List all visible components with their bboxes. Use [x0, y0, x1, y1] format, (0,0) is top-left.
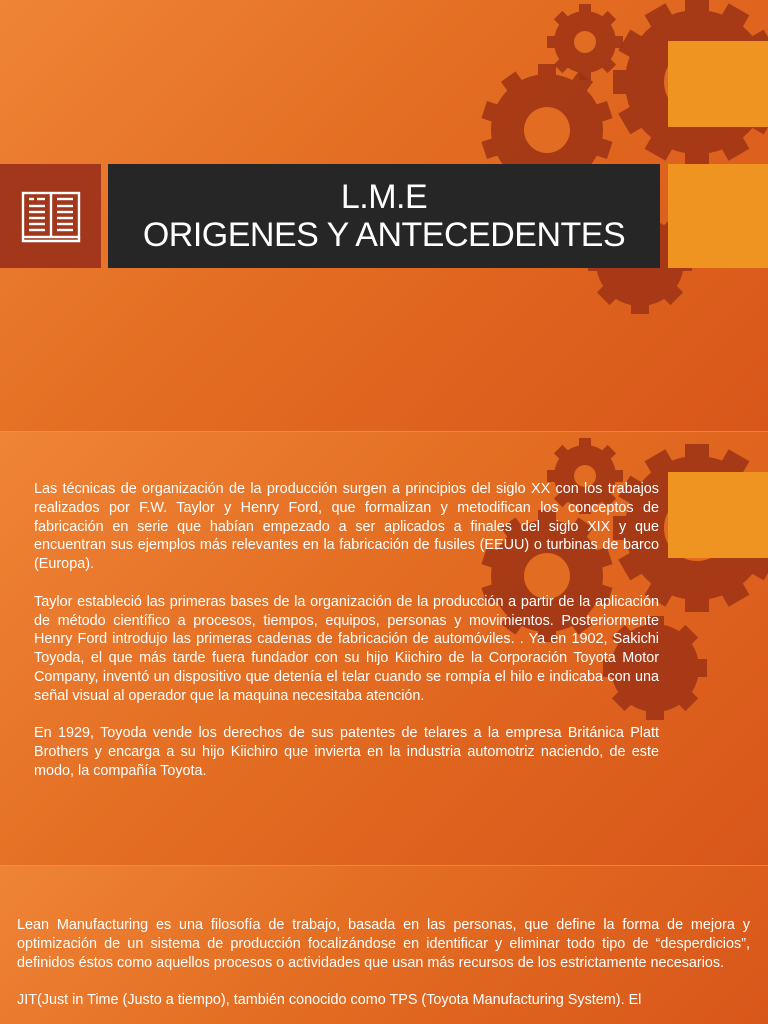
slide-title — [0, 0, 768, 432]
paragraph: En 1929, Toyoda vende los derechos de sus patentes de telares a la empresa Británica Platt Brothers y encarga a su hijo Kiichiro que invierta en la industria automotriz naciendo, de este modo, la compañía Toyota. — [34, 725, 659, 779]
title-line-2: ORIGENES Y ANTECEDENTES — [142, 216, 626, 254]
open-book-icon — [20, 188, 82, 244]
title-bar — [108, 164, 660, 268]
paragraph: Taylor estableció las primeras bases de la organización de la producción a partir de la aplicación de método científico a procesos, tiempos, equipos, personas y movimientos. Posteriormente Henry Ford introdujo las primeras cadenas de fabricación de automóviles. . Ya en 1902, Sakichi Toyoda, el que más tarde fuera fundador con su hijo Kiichiro de la Corporación Toyota Motor Company, inventó un dispositivo que detenía el telar cuando se rompía el hilo e indicaba con una señal visual al operador que la maquina necesitaba atención. — [34, 593, 659, 704]
slide-lean — [0, 866, 768, 1024]
lean-text — [17, 916, 750, 1024]
paragraph: Las técnicas de organización de la producción surgen a principios del siglo XX con los trabajos realizados por F.W. Taylor y Henry Ford, que formalizan y metodifican los conceptos de fabricación en serie que habían empezado a ser aplicados a finales del siglo XIX y que encuentran sus ejemplos más relevantes en la fabricación de fusiles (EEUU) o turbinas de barco (Europa). — [34, 481, 659, 573]
icon-box — [0, 164, 101, 268]
paragraph: JIT(Just in Time (Justo a tiempo), también conocido como TPS (Toyota Manufacturing System). El — [17, 992, 642, 1009]
accent-block-top — [668, 41, 768, 127]
accent-block — [668, 164, 768, 268]
history-text — [34, 480, 659, 800]
title-line-1: L.M.E — [340, 178, 428, 216]
paragraph: Lean Manufacturing es una filosofía de trabajo, basada en las personas, que define la forma de mejora y optimización de un sistema de producción focalizándose en identificar y eliminar todo tipo de “desperdicios”, definidos éstos como aquellos procesos o actividades que usan más recursos de los estrictamente necesarios. — [17, 917, 750, 971]
accent-block — [668, 472, 768, 558]
gear-icon — [547, 4, 623, 80]
slide-history — [0, 432, 768, 866]
